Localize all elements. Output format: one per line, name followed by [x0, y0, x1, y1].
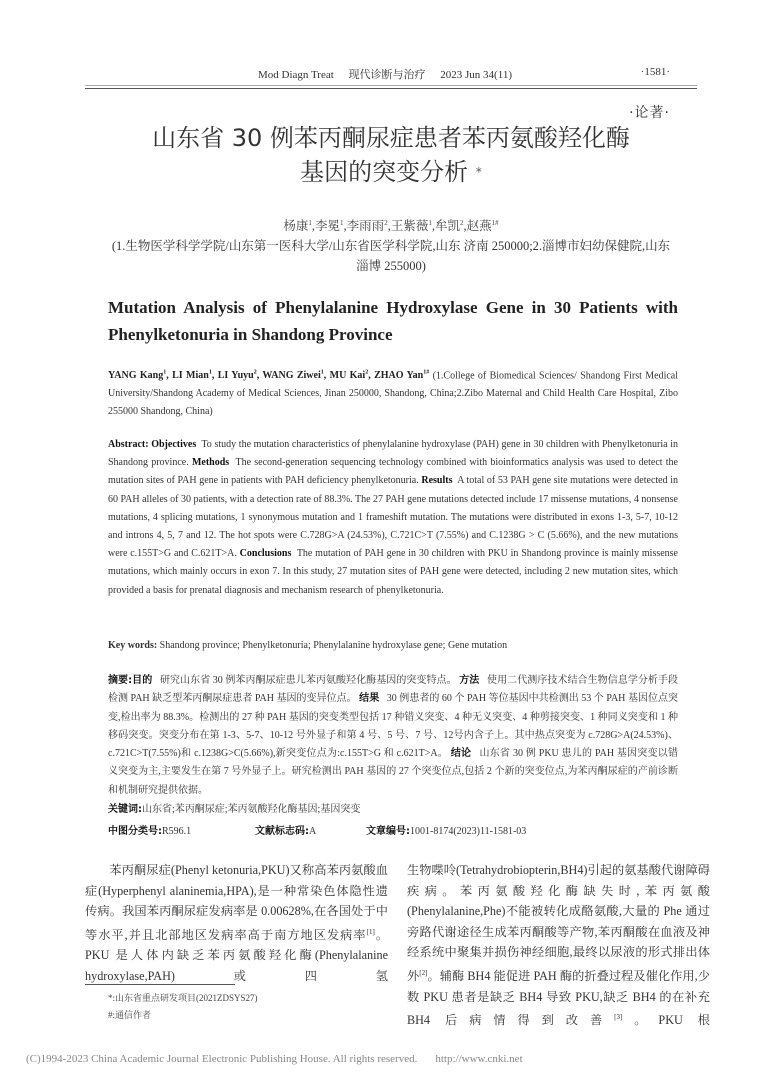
objectives-label: Objectives [151, 439, 197, 450]
abstract-zh [108, 672, 678, 800]
clc-number: 中图分类号:R596.1 [108, 826, 192, 837]
objectives-zh-label: 目的 [132, 675, 153, 686]
footnotes [108, 990, 258, 1024]
methods-text: The second-generation sequencing technology combined with bioinformatics analysis was used to detect the mutation sites of PAH gene in patients with PAH deficiency phenylketonuria. [108, 457, 678, 487]
header-rule-thin [85, 85, 697, 86]
author-zh: 李冕$^1$, [315, 218, 347, 233]
footnote-rule [85, 984, 235, 985]
body-paragraph: 苯丙酮尿症(Phenyl ketonuria,PKU)又称高苯丙氨酸血症(Hyperphenyl alaninemia,HPA),是一种常染色体隐性遗传病。我国苯丙酮尿症发病率是 0.00628%,在各国处于中等水平,并且北部地区发病率高于南方地区发病率[1]。PKU 是人体内缺乏苯丙氨酸羟化酶(Phenylalanine hydroxylase,PAH)或四氢 [85, 863, 389, 984]
keywords-en-value: Shandong province; Phenylketonuria; Phenylalanine hydroxylase gene; Gene mutation [159, 640, 508, 651]
citation-ref[interactable]: [3] [614, 1013, 623, 1022]
author-en: WANG Ziwei$^1$, [262, 370, 330, 382]
methods-zh-text: 使用二代测序技术结合生物信息学分析手段检测 PAH 缺乏型苯丙酮尿症患者 PAH 基因的变异位点。 [108, 675, 679, 705]
conclusions-label: Conclusions [239, 548, 292, 560]
authors-en [108, 364, 678, 421]
results-label: Results [421, 475, 453, 487]
title-en: Mutation Analysis of Phenylalanine Hydroxylase Gene in 30 Patients with Phenylketonuria in Shandong Province [108, 298, 678, 344]
journal-name-en: Mod Diagn Treat [258, 69, 334, 81]
methods-zh-label: 方法 [459, 675, 480, 686]
author-en: ZHAO Yan$^{1\#}$ [374, 370, 430, 382]
conclusions-text: The mutation of PAH gene in 30 children with PKU in Shandong province is mainly missense mutations, which mainly occurs in exon 7. In this study, 27 mutation sites of PAH gene were detected, including 2 new mutation sites, which provided a basis for prenatal diagnosis and mechanism research of phenylketonuria. [108, 548, 678, 596]
keywords-zh-label: 关键词: [108, 804, 142, 815]
journal-name-zh: 现代诊断与治疗 [348, 69, 426, 81]
running-head [0, 66, 782, 82]
results-text: A total of 53 PAH gene site mutations were detected in 60 PAH alleles of 30 patients, with a detection rate of 88.3%. The 27 PAH gene mutations detected include 17 missense mutations, 4 nonsense mutations, 4 splicing mutations, 1 synonymous mutation and 1 frameshift mutation. The mutations were distributed in exons 1-3, 5-7, 10-12 and introns 4, 5, 7 and 12. The hot spots were C.728G>A (24.53%), C.721C>T (7.55%) and C.1238G > C (5.66%), and the new mutations were c.155T>G and C.621T>A. [108, 475, 679, 560]
author-en: YANG Kang$^1$, [108, 370, 173, 382]
title-zh-line2 [90, 155, 692, 189]
footnote-corresponding: #:通信作者 [108, 1010, 152, 1020]
conclusions-zh-label: 结论 [450, 748, 472, 760]
objectives-zh-text: 研究山东省 30 例苯丙酮尿症患儿苯丙氨酸羟化酶基因的突变特点。 [159, 675, 457, 686]
running-head-journal [258, 66, 524, 82]
author-zh: 牟凯$^2$, [434, 218, 467, 233]
body-paragraph: 生物喋呤(Tetrahydrobiopterin,BH4)引起的氨基酸代谢障碍疾病。苯丙氨酸羟化酶缺失时,苯丙氨酸(Phenylalanine,Phe)不能被转化成酪氨酸,大量的 Phe 通过旁路代谢途径生成苯丙酮酸等产物,苯丙酮酸在血液及神经系统中聚集并损伤神经细胞,最终以尿液的形式排出体外[2]。辅酶 BH4 能促进 PAH 酶的折叠过程及催化作用,少数 PKU 患者是缺乏 BH4 导致 PKU,缺乏 BH4 的在补充 BH4 后病情得到改善[3]。PKU 根 [407, 863, 710, 1028]
article-number: 文章编号:1001-8174(2023)11-1581-03 [366, 826, 527, 837]
author-en: MU Kai$^2$, [329, 370, 375, 382]
author-zh: 王紫薇$^1$, [390, 218, 435, 233]
title-zh-line2-text: 基因的突变分析 [300, 158, 469, 186]
section-tag: ·论著· [629, 105, 670, 121]
copyright-text: (C)1994-2023 China Academic Journal Electronic Publishing House. All rights reserved. [26, 1053, 418, 1065]
affiliation-zh: (1.生物医学科学学院/山东第一医科大学/山东省医学科学院,山东 济南 250000;2.淄博市妇幼保健院,山东 淄博 255000) [111, 239, 671, 273]
author-zh: 赵燕$^{1\#}$ [466, 218, 499, 233]
body-column-right [407, 860, 710, 1031]
authors-zh [90, 216, 692, 234]
results-zh-text: 30 例患者的 60 个 PAH 等位基因中共检测出 53 个 PAH 基因位点突变,检出率为 88.3%。检测出的 27 种 PAH 基因的突变类型包括 17 种错义突变、4 种无义突变、4 种剪接突变、1 种同义突变和 1 种移码突变。突变分布在第 1-3、5-7、10-12 号外显子和第 4 号、5 号、7 号、12号内含子上。其中热点突变为 c.728G>A(24.53%)、c.721C>T(7.55%)和 c.1238G>C(5.66%),新突变位点为:c.155T>G 和 c.621T>A。 [108, 693, 678, 760]
page-number: ·1581· [640, 66, 670, 78]
author-zh: 李雨雨$^2$, [346, 218, 391, 233]
conclusions-zh-text: 山东省 30 例 PKU 患儿的 PAH 基因突变以错义突变为主,主要发生在第 7 号外显子上。研究检测出 PAH 基因的 27 个突变位点,包括 2 个新的突变位点,为苯丙酮尿症的产前诊断和机制研究提供依据。 [108, 748, 679, 796]
results-zh-label: 结果 [359, 693, 380, 705]
abstract-en [108, 436, 678, 600]
abstract-zh-label: 摘要: [108, 675, 133, 686]
abstract-en-label: Abstract: [108, 439, 149, 450]
keywords-zh [108, 800, 678, 815]
author-en: LI Yuyu$^2$, [217, 370, 263, 382]
title-footnote-mark: * [475, 165, 482, 179]
document-code: 文献标志码:A [255, 826, 317, 837]
author-zh: 杨康$^1$, [283, 218, 316, 233]
cnki-link[interactable]: http://www.cnki.net [435, 1053, 523, 1065]
citation-ref[interactable]: [1] [366, 927, 375, 936]
journal-issue: 2023 Jun 34(11) [440, 69, 512, 81]
affiliation-en: (1.College of Biomedical Sciences/ Shandong First Medical University/Shandong Academy of Medical Sciences, Jinan 250000, Shandong, China;2.Zibo Maternal and Child Health Care Hospital, Zibo 255000 Shandong, China) [108, 370, 679, 418]
keywords-zh-value: 山东省;苯丙酮尿症;苯丙氨酸羟化酶基因;基因突变 [142, 804, 361, 815]
body-column-left [85, 860, 388, 987]
methods-label: Methods [191, 457, 230, 469]
footnote-funding: *:山东省重点研发项目(2021ZDSYS27) [108, 993, 258, 1003]
title-zh [90, 121, 692, 189]
title-zh-line1: 山东省 30 例苯丙酮尿症患者苯丙氨酸羟化酶 [152, 124, 630, 152]
objectives-text: To study the mutation characteristics of phenylalanine hydroxylase (PAH) gene in 30 children with Phenylketonuria in Shandong province. [108, 439, 678, 469]
citation-ref[interactable]: [2] [419, 968, 428, 977]
keywords-en-label: Key words: [108, 640, 158, 651]
author-en: LI Mian$^1$, [172, 370, 218, 382]
header-rule-thick [85, 88, 697, 89]
copyright-footer [0, 1053, 782, 1065]
keywords-en [108, 640, 678, 651]
